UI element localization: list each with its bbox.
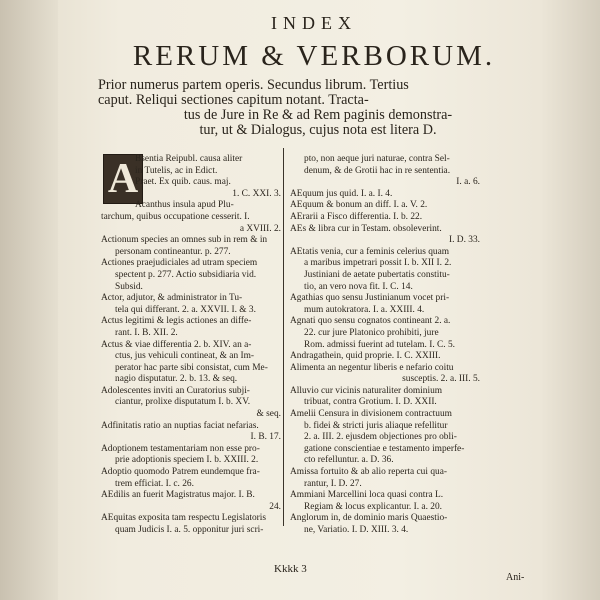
index-line: AEquitas exposita tam respectu Legislatoris bbox=[101, 513, 267, 524]
index-line: AEs & libra cur in Testam. obsoleverint. bbox=[290, 223, 442, 234]
index-line: rantur, I. D. 27. bbox=[304, 478, 362, 489]
index-line: Subsid. bbox=[115, 281, 143, 292]
index-line: I. a. 6. bbox=[456, 177, 480, 188]
index-line: tribuat, contra Grotium. I. D. XXII. bbox=[304, 397, 437, 408]
index-line: 24. bbox=[269, 501, 281, 512]
index-line: Actus & viae differentia 2. b. XIV. an a- bbox=[101, 339, 252, 350]
index-line: nagio disputatur. 2. b. 13. & seq. bbox=[115, 374, 238, 385]
intro-line: Prior numerus partem operis. Secundus librum. Tertius bbox=[98, 77, 409, 93]
index-line: spectent p. 277. Actio subsidiaria vid. bbox=[115, 269, 257, 280]
index-line: Actus legitimi & legis actiones an diffe- bbox=[101, 316, 252, 327]
intro-paragraph bbox=[98, 78, 538, 138]
index-line: prie adoptionis speciem I. b. XXIII. 2. bbox=[115, 455, 259, 466]
page-signature: Kkkk 3 bbox=[274, 563, 307, 575]
index-line: AEquum & bonum an diff. I. a. V. 2. bbox=[290, 200, 428, 211]
index-left-column bbox=[101, 154, 281, 537]
index-line: susceptis. 2. a. III. 5. bbox=[402, 374, 480, 385]
index-line: rant. I. B. XII. 2. bbox=[115, 327, 178, 338]
index-line: Actiones praejudiciales ad utram speciem bbox=[101, 258, 258, 269]
index-line: tio, an vero nova fit. I. C. 14. bbox=[304, 281, 413, 292]
index-line: I. B. 17. bbox=[250, 432, 281, 443]
index-line: Regiam & locus explicantur. I. a. 20. bbox=[304, 501, 442, 512]
index-line: b. fidei & stricti juris aliaque refellitur bbox=[304, 420, 448, 431]
index-line: mum autokratora. I. a. XXIII. 4. bbox=[304, 304, 425, 315]
index-line: trem efficiat. I. c. 26. bbox=[115, 478, 194, 489]
index-line: Andragathein, quid proprie. I. C. XXIII. bbox=[290, 351, 441, 362]
header-index: INDEX bbox=[271, 13, 357, 33]
index-line: Adolescentes inviti an Curatorius subji- bbox=[101, 385, 250, 396]
index-line: in Tutelis, ac in Edict. bbox=[135, 165, 218, 176]
index-line: Actionum species an omnes sub in rem & in bbox=[101, 235, 268, 246]
index-line: 22. cur jure Platonico prohibiti, jure bbox=[304, 327, 439, 338]
index-line: Alimenta an negentur liberis e nefario coitu bbox=[290, 362, 454, 373]
index-line: denum, & de Grotii hac in re sententia. bbox=[304, 165, 451, 176]
index-line: cto refelluntur. a. D. 36. bbox=[304, 455, 394, 466]
index-line: Ammiani Marcellini loca quasi contra L. bbox=[290, 490, 444, 501]
index-line: Actor, adjutor, & administrator in Tu- bbox=[101, 293, 243, 304]
index-line: Bsentia Reipubl. causa aliter bbox=[135, 154, 243, 164]
index-line: Amelii Censura in divisionem contractuum bbox=[290, 409, 452, 420]
index-line: 1. C. XXI. 3. bbox=[232, 188, 281, 199]
index-line: Praet. Ex quib. caus. maj. bbox=[135, 177, 231, 188]
index-line: Anglorum in, de dominio maris Quaestio- bbox=[290, 513, 448, 524]
index-line: I. D. 33. bbox=[449, 235, 480, 246]
index-line: 2. a. III. 2. ejusdem objectiones pro obli- bbox=[304, 432, 457, 443]
index-line: & seq. bbox=[256, 409, 281, 420]
intro-line: tus de Jure in Re & ad Rem paginis demonstra- bbox=[183, 107, 453, 123]
index-line: Rom. admissi fuerint ad tutelam. I. C. 5. bbox=[304, 339, 456, 350]
index-line: Agathias quo sensu Justinianum vocet pri- bbox=[290, 293, 450, 304]
index-line: Acanthus insula apud Plu- bbox=[135, 200, 234, 211]
index-line: Agnati quo sensu cognatos contineant 2. a. bbox=[290, 316, 451, 327]
index-line: Adoptio quomodo Patrem eundemque fra- bbox=[101, 467, 260, 478]
index-line: personam contineantur. p. 277. bbox=[115, 246, 231, 257]
index-line: AEquum jus quid. I. a. I. 4. bbox=[290, 188, 393, 199]
index-line: AEtatis venia, cur a feminis celerius quam bbox=[290, 246, 450, 257]
page-content bbox=[58, 0, 570, 600]
index-line: Adfinitatis ratio an nuptias faciat nefarias. bbox=[101, 420, 259, 431]
index-line: AErarii a Fisco differentia. I. b. 22. bbox=[290, 211, 423, 222]
index-line: ctus, jus vehiculi contineat, & an Im- bbox=[115, 351, 255, 362]
column-divider bbox=[283, 148, 284, 526]
index-line: a maribus impetrari possit I. b. XII I. 2. bbox=[304, 258, 452, 269]
index-line: Alluvio cur vicinis naturaliter dominium bbox=[290, 385, 443, 396]
index-line: Justiniani de aetate pubertatis constitu- bbox=[304, 269, 450, 280]
index-line: gatione conscientiae e testamento imperfe- bbox=[304, 443, 465, 454]
index-line: Adoptionem testamentariam non esse pro- bbox=[101, 443, 260, 454]
ornamental-dropcap: A bbox=[103, 154, 143, 204]
index-line: Amissa fortuito & ab alio reperta cui qua- bbox=[290, 467, 447, 478]
index-line: ne, Variatio. I. D. XIII. 3. 4. bbox=[304, 525, 409, 535]
catchword: Ani- bbox=[506, 572, 525, 583]
index-line: tela qui differant. 2. a. XXVII. I. & 3. bbox=[115, 304, 256, 315]
index-line: a XVIII. 2. bbox=[239, 223, 281, 234]
header-title: RERUM & VERBORUM. bbox=[132, 40, 496, 72]
index-line: ciantur, prolixe disputatum I. b. XV. bbox=[115, 397, 251, 408]
intro-line: caput. Reliqui sectiones capitum notant. Tracta- bbox=[98, 92, 369, 108]
index-line: tarchum, quibus occupatione cesserit. I. bbox=[101, 211, 250, 222]
intro-line: tur, ut & Dialogus, cujus nota est litera D. bbox=[199, 122, 437, 138]
book-gutter bbox=[0, 0, 58, 600]
index-line: AEdilis an fuerit Magistratus major. I. B. bbox=[101, 490, 255, 501]
index-right-column bbox=[290, 154, 480, 537]
index-line: perator hac parte sibi consistat, cum Me- bbox=[115, 362, 268, 373]
index-line: pto, non aeque juri naturae, contra Sel- bbox=[304, 154, 450, 164]
index-line: quam Judicis I. a. 5. opponitur juri scri- bbox=[115, 525, 264, 535]
